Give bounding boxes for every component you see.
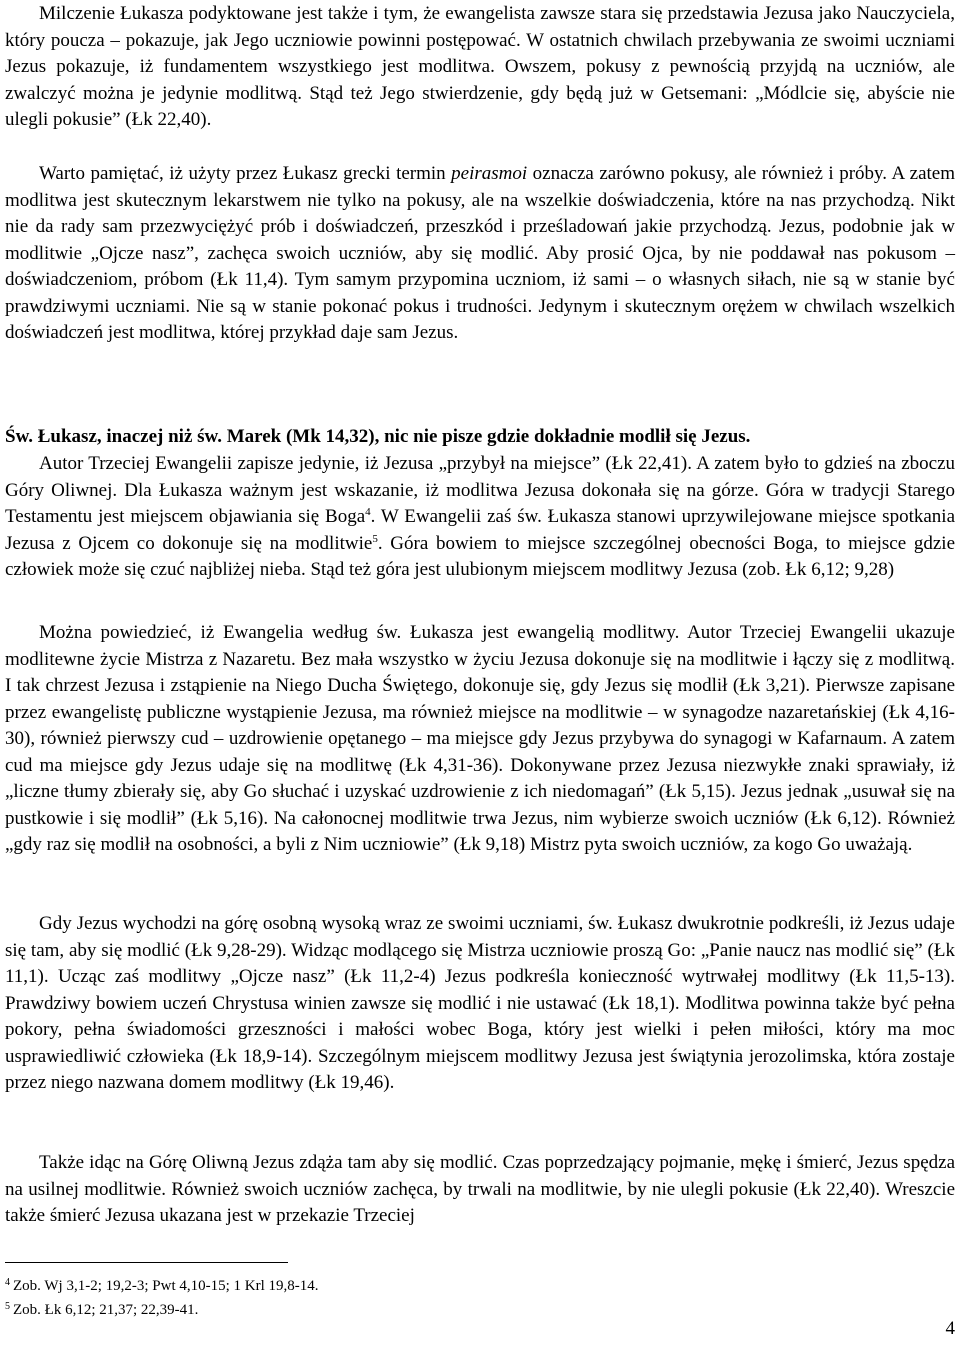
footnote-5	[5, 1300, 905, 1320]
paragraph-2-text-a: Warto pamiętać, iż użyty przez Łukasz grecki termin	[39, 163, 452, 184]
footnote-text: Zob. Łk 6,12; 21,37; 22,39-41.	[13, 1302, 199, 1318]
paragraph-6: Także idąc na Górę Oliwną Jezus zdąża tam aby się modlić. Czas poprzedzający pojmanie, mękę i śmierć, Jezus spędza na usilnej modlitwie. Również swoich uczniów zachęca, by trwali na modlitwie, by nie ulegli pokusie (Łk 22,40). Wreszcie także śmierć Jezusa ukazana jest w przekazie Trzeciej	[5, 1152, 955, 1226]
paragraph-3-text-b: . W Ewangelii zaś św. Łukasza stanowi uprzywilejowane miejsce spotkania Jezusa z Ojcem co dokonuje się na modlitwie	[5, 506, 955, 554]
paragraph-1: Milczenie Łukasza podyktowane jest także i tym, że ewangelista zawsze stara się przedstawia Jezusa jako Nauczyciela, który poucza – pokazuje, jak Jego uczniowie powinni postępować. W ostatnich chwilach przebywania ze swoimi uczniami Jezus pokazuje, iż fundamentem wszystkiego jest modlitwa. Owszem, pokusy z pewnością przyjdą na uczniów, ale zwalczyć można je jedynie modlitwą. Stąd też Jego stwierdzenie, gdy będą już w Getsemani: „Módlcie się, abyście nie ulegli pokusie” (Łk 22,40).	[5, 3, 955, 130]
footnote-separator	[5, 1262, 288, 1263]
paragraph-3-text-c: . Góra bowiem to miejsce szczególnej obecności Boga, to miejsce gdzie człowiek może się czuć najbliżej nieba. Stąd też góra jest ulubionym miejscem modlitwy Jezusa (zob. Łk 6,12; 9,28)	[5, 532, 956, 580]
footnote-number: 5	[5, 1301, 10, 1312]
footnote-text: Zob. Wj 3,1-2; 19,2-3; Pwt 4,10-15; 1 Krl 19,8-14.	[13, 1278, 319, 1294]
paragraph-2-text-b: oznacza zarówno pokusy, ale również i próby. A zatem modlitwa jest skutecznym lekarstwem nie tylko na pokusy, ale na wszelkie doświadczenia, które na nas przychodzą. Nikt nie da rady sam przezwyciężyć prób i doświadczeń, przeszkód i prześladowań jakie przychodzą. Jezus, podobnie jak w modlitwie „Ojcze nasz”, zachęca swoich uczniów, aby się modlić. Aby prosić Ojca, by nie poddawał nas pokusom – doświadczeniom, próbom (Łk 11,4). Tym samym przypomina uczniom, iż sami – o własnych siłach, nie są w stanie być prawdziwymi uczniami. Nie są w stanie pokonać pokus i trudności. Jedynym i skutecznym orężem w chwilach wszelkich doświadczeń jest modlitwa, której przykład daje sam Jezus.	[5, 163, 955, 343]
footnote-4	[5, 1276, 905, 1296]
paragraph-2	[5, 161, 955, 347]
page-number: 4	[945, 1318, 955, 1339]
footnote-number: 4	[5, 1277, 10, 1288]
footnote-ref-4[interactable]: 4	[365, 506, 371, 518]
paragraph-3	[5, 451, 955, 584]
section-heading: Św. Łukasz, inaczej niż św. Marek (Mk 14,32), nic nie pisze gdzie dokładnie modlił się Jezus.	[5, 426, 751, 447]
greek-term: peirasmoi	[451, 163, 528, 184]
paragraph-3-text-a: Autor Trzeciej Ewangelii zapisze jedynie, iż Jezusa „przybył na miejsce” (Łk 22,41). A zatem było to gdzieś na zboczu Góry Oliwnej. Dla Łukasza ważnym jest wskazanie, iż modlitwa Jezusa dokonała się na górze. Góra w tradycji Starego Testamentu jest miejscem objawiania się Boga	[5, 453, 955, 527]
paragraph-5: Gdy Jezus wychodzi na górę osobną wysoką wraz ze swoimi uczniami, św. Łukasz dwukrotnie podkreśli, iż Jezus udaje się tam, aby się modlić (Łk 9,28-29). Widząc modlącego się Mistrza uczniowie proszą Go: „Panie naucz nas modlić się” (Łk 11,1). Ucząc zaś modlitwy „Ojcze nasz” (Łk 11,2-4) Jezus podkreśla konieczność wytrwałej modlitwy (Łk 11,5-13). Prawdziwy bowiem uczeń Chrystusa winien zawsze się modlić i nie ustawać (Łk 18,1). Modlitwa powinna także być pełna pokory, pełna świadomości grzeszności i małości wobec Boga, który jest wielki i pełen miłości, który ma moc usprawiedliwić człowieka (Łk 18,9-14). Szczególnym miejscem modlitwy Jezusa jest świątynia jerozolimska, która zostaje przez niego nazwana domem modlitwy (Łk 19,46).	[5, 913, 955, 1093]
footnote-ref-5[interactable]: 5	[372, 532, 378, 545]
paragraph-4: Można powiedzieć, iż Ewangelia według św. Łukasza jest ewangelią modlitwy. Autor Trzeciej Ewangelii ukazuje modlitewne życie Mistrza z Nazaretu. Bez mała wszystko w życiu Jezusa dokonuje się na modlitwie i łączy się z modlitwą. I tak chrzest Jezusa i zstąpienie na Niego Ducha Świętego, dokonuje się, gdy Jezus się modlił (Łk 3,21). Pierwsze zapisane przez ewangelistę publiczne wystąpienie Jezusa, ma również miejsce na modlitwie – w synagodze nazaretańskiej (Łk 4,16-30), również pierwszy cud – uzdrowienie opętanego – ma miejsce gdy Jezus przybywa do synagogi w Kafarnaum. A zatem cud ma miejsce gdy Jezus udaje się na modlitwę (Łk 4,31-36). Dokonywane przez Jezusa niezwykłe znaki sprawiały, iż „liczne tłumy zbierały się, aby Go słuchać i uzyskać uzdrowienie z ich niedomagań” (Łk 5,15). Jezus jednak „usuwał się na pustkowie i się modlił” (Łk 5,16). Na całonocnej modlitwie trwa Jezus, nim wybierze swoich uczniów (Łk 6,12). Również „gdy raz się modlił na osobności, a byli z Nim uczniowie” (Łk 9,18) Mistrz pyta swoich uczniów, za kogo Go uważają.	[5, 622, 955, 855]
